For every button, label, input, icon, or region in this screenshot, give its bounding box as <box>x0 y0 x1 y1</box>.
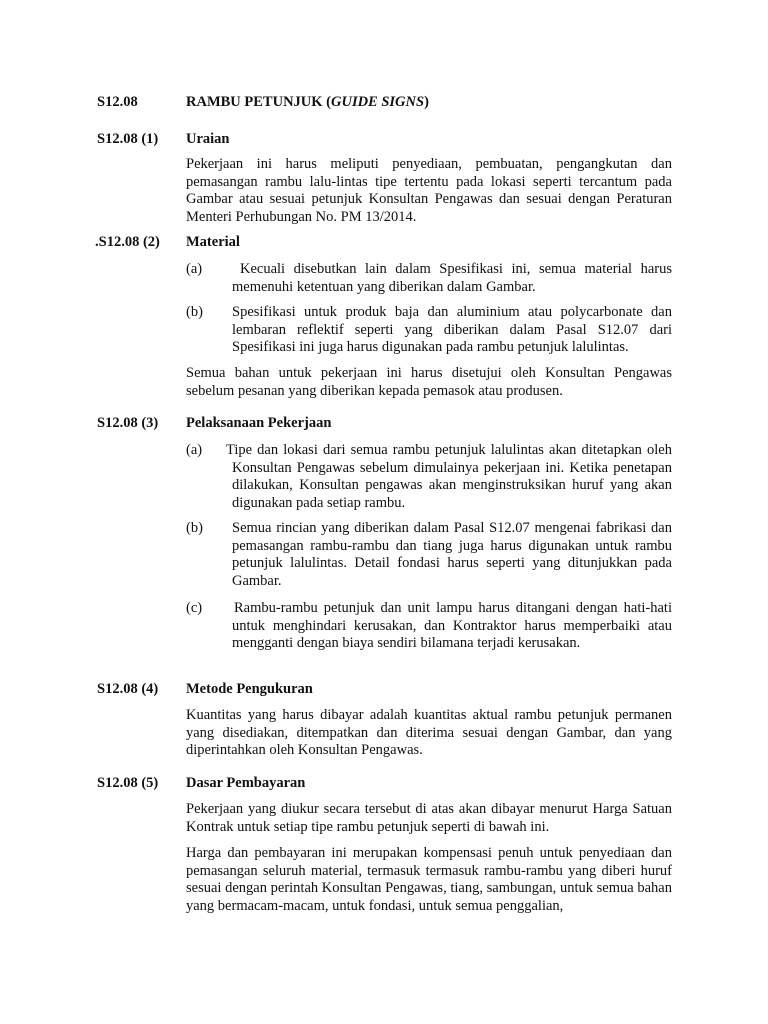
section-code-2: .S12.08 (2) <box>95 234 160 250</box>
section-code-3: S12.08 (3) <box>97 415 159 431</box>
section-heading-5: Dasar Pembayaran <box>186 775 306 791</box>
title-code: S12.08 <box>97 94 138 110</box>
list-item-label: (c) <box>186 600 203 616</box>
list-item-text: Rambu-rambu petunjuk dan unit lampu harus ditangani dengan hati-hati untuk menghindari kerusakan, dan Kontraktor harus memperbaiki atau mengganti dengan biaya sendiri bilamana terjadi kerusakan. <box>232 600 672 651</box>
list-item-label: (b) <box>186 304 203 320</box>
section-code-1: S12.08 (1) <box>97 131 159 147</box>
list-item-label: (b) <box>186 520 203 536</box>
list-item-3b <box>186 520 672 590</box>
list-item-text: Semua rincian yang diberikan dalam Pasal S12.07 mengenai fabrikasi dan pemasangan rambu-rambu dan tiang juga harus digunakan untuk rambu petunjuk lalulintas. Detail fondasi harus seperti yang ditunjukkan pada Gambar. <box>232 520 672 589</box>
list-item-label: (a) <box>186 261 203 277</box>
page-title <box>186 94 429 112</box>
section-paragraph-4: Kuantitas yang harus dibayar adalah kuantitas aktual rambu petunjuk permanen yang disediakan, ditempatkan dan diterima sesuai dengan Gambar, dan yang diperintahkan oleh Konsultan Pengawas. <box>186 707 672 758</box>
title-prefix: RAMBU PETUNJUK ( <box>186 94 331 110</box>
list-item-text: Spesifikasi untuk produk baja dan aluminium atau polycarbonate dan lembaran reflektif seperti yang diberikan dalam Pasal S12.07 dari Spesifikasi ini juga harus digunakan pada rambu petunjuk lalulintas. <box>232 304 672 355</box>
section-heading-3: Pelaksanaan Pekerjaan <box>186 415 332 431</box>
list-item-text: Kecuali disebutkan lain dalam Spesifikasi ini, semua material harus memenuhi ketentuan yang diberikan dalam Gambar. <box>232 261 672 295</box>
list-item-text: Tipe dan lokasi dari semua rambu petunjuk lalulintas akan ditetapkan oleh Konsultan Pengawas sebelum dimulainya pekerjaan ini. Ketika penetapan dilakukan, Konsultan pengawas akan menginstruksikan huruf yang akan digunakan pada setiap rambu. <box>226 442 672 511</box>
section-heading-4: Metode Pengukuran <box>186 681 313 697</box>
section-paragraph-5b: Harga dan pembayaran ini merupakan kompensasi penuh untuk penyediaan dan pemasangan seluruh material, termasuk termasuk rambu-rambu yang diberi huruf sesuai dengan perintah Konsultan Pengawas, tiang, sambungan, untuk semua bahan yang bermacam-macam, untuk fondasi, untuk semua penggalian, <box>186 845 672 914</box>
section-paragraph-5a: Pekerjaan yang diukur secara tersebut di atas akan dibayar menurut Harga Satuan Kontrak untuk setiap tipe rambu petunjuk seperti di bawah ini. <box>186 801 672 835</box>
list-item-label: (a) <box>186 442 203 458</box>
list-item-3c <box>186 600 672 653</box>
list-item-2a <box>186 261 672 296</box>
section-heading-1: Uraian <box>186 131 230 147</box>
section-code-4: S12.08 (4) <box>97 681 159 697</box>
section-heading-2: Material <box>186 234 240 250</box>
section-paragraph-2: Semua bahan untuk pekerjaan ini harus disetujui oleh Konsultan Pengawas sebelum pesanan yang diberikan kepada pemasok atau produsen. <box>186 365 672 399</box>
list-item-3a <box>186 442 672 512</box>
title-italic: GUIDE SIGNS <box>331 94 425 110</box>
section-paragraph-1: Pekerjaan ini harus meliputi penyediaan, pembuatan, pengangkutan dan pemasangan rambu lalu-lintas tipe tertentu pada lokasi seperti tercantum pada Gambar atau sesuai petunjuk Konsultan Pengawas dan sesuai dengan Peraturan Menteri Perhubungan No. PM 13/2014. <box>186 156 672 225</box>
section-code-5: S12.08 (5) <box>97 775 159 791</box>
title-suffix: ) <box>424 94 429 110</box>
list-item-2b <box>186 304 672 357</box>
